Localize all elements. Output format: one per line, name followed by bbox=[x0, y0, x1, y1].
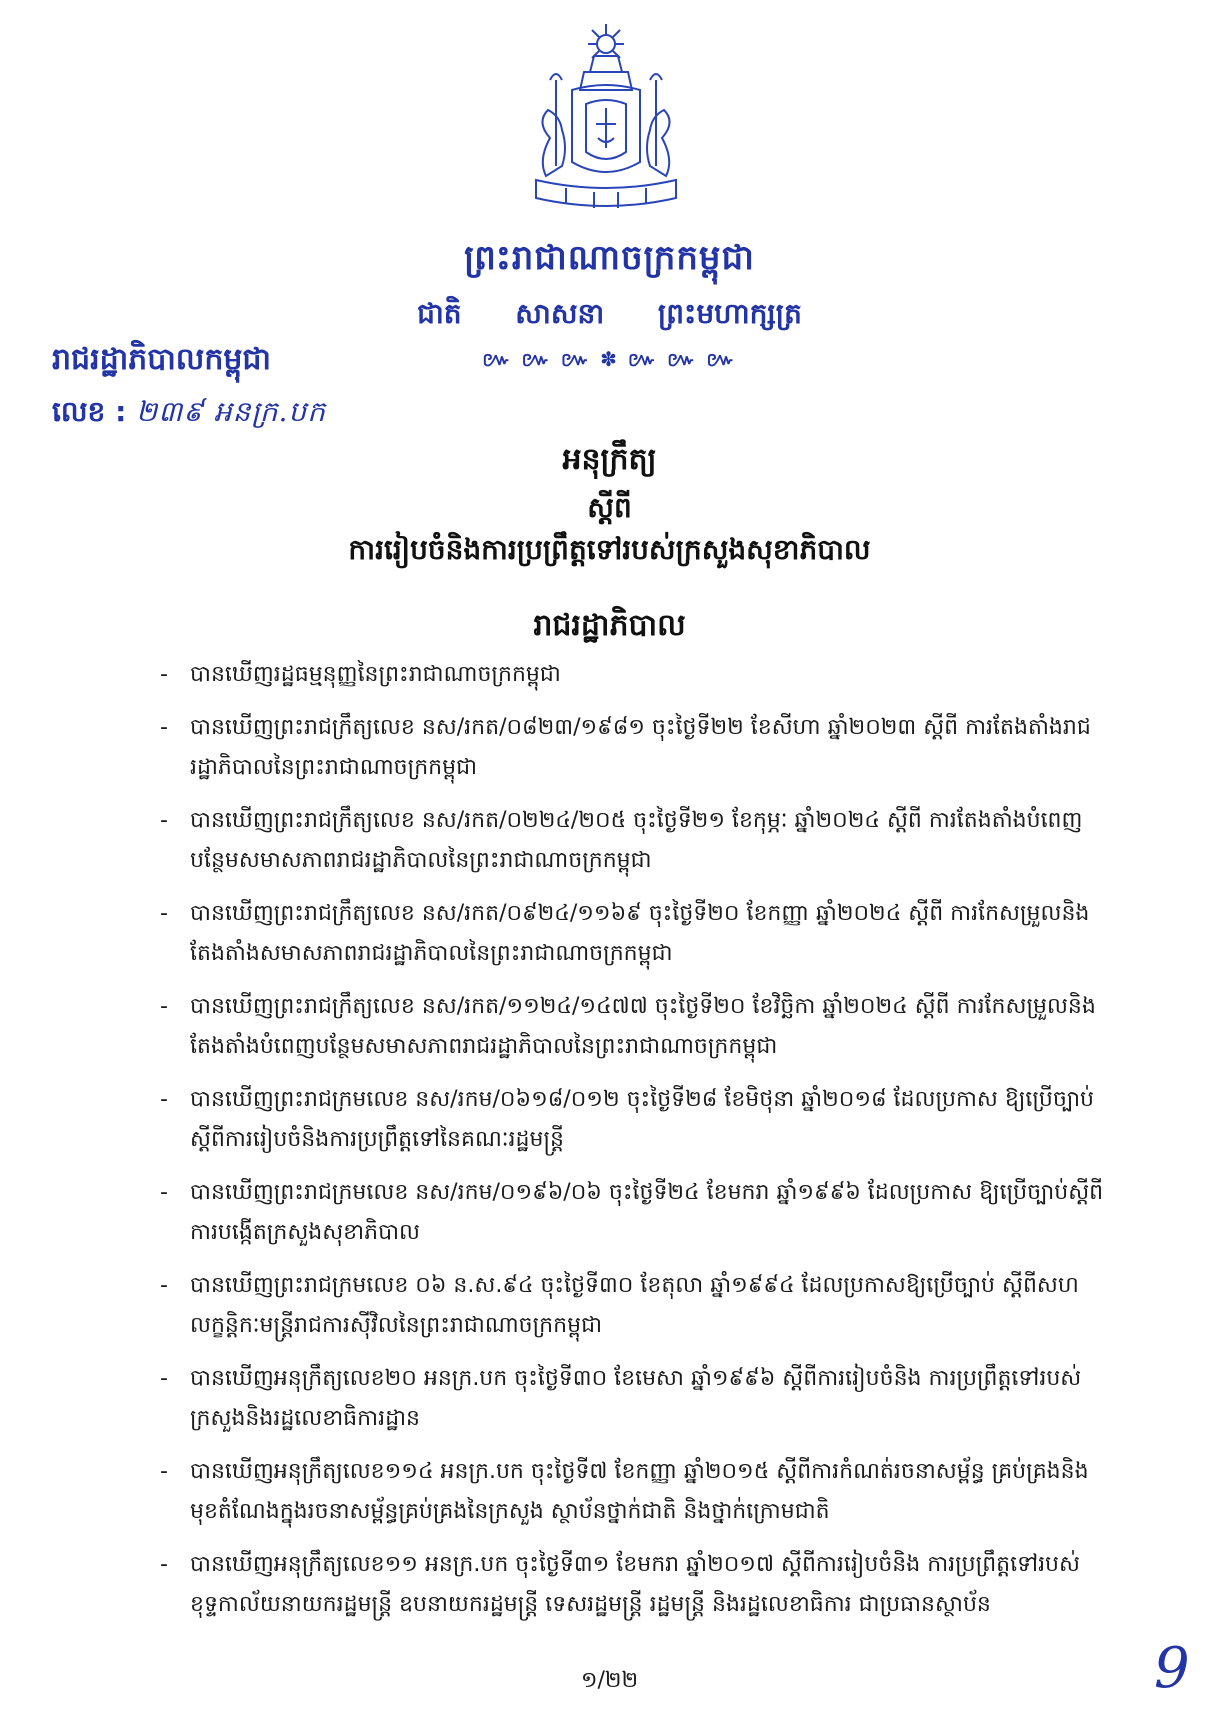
list-item: - បានឃើញរដ្ឋធម្មនុញ្ញនៃព្រះរាជាណាចក្រកម្ពុជា bbox=[160, 655, 1110, 695]
issuer-heading: រាជរដ្ឋាភិបាល bbox=[533, 608, 686, 643]
list-item: - បានឃើញព្រះរាជក្រឹត្យលេខ នស/រកត/០២២៤/២០៥ ចុះថ្ងៃទី២១ ខែកុម្ភៈ ឆ្នាំ២០២៤ ស្តីពី ការតែងតាំងបំពេញបន្ថែមសមាសភាពរាជរដ្ឋាភិបាលនៃព្រះរាជាណាចក្រកម្ពុជា bbox=[160, 801, 1110, 881]
list-item: - បានឃើញព្រះរាជក្រឹត្យលេខ នស/រកត/០៩២៤/១១៦៩ ចុះថ្ងៃទី២០ ខែកញ្ញា ឆ្នាំ២០២៤ ស្តីពី ការកែសម្រួលនិងតែងតាំងសមាសភាពរាជរដ្ឋាភិបាលនៃព្រះរាជាណាចក្រកម្ពុជា bbox=[160, 894, 1110, 974]
national-motto bbox=[0, 296, 1219, 337]
motto-king: ព្រះមហាក្សត្រ bbox=[657, 297, 802, 330]
document-type: អនុក្រឹត្យ bbox=[562, 442, 657, 477]
government-name: រាជរដ្ឋាភិបាលកម្ពុជា bbox=[52, 342, 271, 377]
list-item: - បានឃើញអនុក្រឹត្យលេខ២០ អនក្រ.បក ចុះថ្ងៃទី៣០ ខែមេសា ឆ្នាំ១៩៩៦ ស្តីពីការរៀបចំនិង ការប្រព្រឹត្តទៅរបស់ក្រសួងនិងរដ្ឋលេខាធិការដ្ឋាន bbox=[160, 1359, 1110, 1439]
legal-references-list bbox=[160, 655, 1110, 1638]
list-item: - បានឃើញព្រះរាជក្រមលេខ នស/រកម/០១៩៦/០៦ ចុះថ្ងៃទី២៤ ខែមករា ឆ្នាំ១៩៩៦ ដែលប្រកាស ឱ្យប្រើច្បាប់ស្តីពីការបង្កើតក្រសួងសុខាភិបាល bbox=[160, 1173, 1110, 1253]
document-about: ស្តីពី bbox=[587, 491, 632, 524]
list-item: - បានឃើញអនុក្រឹត្យលេខ១១៤ អនក្រ.បក ចុះថ្ងៃទី៧ ខែកញ្ញា ឆ្នាំ២០១៥ ស្តីពីការកំណត់រចនាសម្ព័ន្ធ គ្រប់គ្រងនិងមុខតំណែងក្នុងរចនាសម្ព័ន្ធគ្រប់គ្រងនៃក្រសួង ស្ថាប័នថ្នាក់ជាតិ និងថ្នាក់ក្រោមជាតិ bbox=[160, 1452, 1110, 1532]
list-item: - បានឃើញព្រះរាជក្រឹត្យលេខ នស/រកត/០៨២៣/១៩៨១ ចុះថ្ងៃទី២២ ខែសីហា ឆ្នាំ២០២៣ ស្តីពី ការតែងតាំងរាជរដ្ឋាភិបាលនៃព្រះរាជាណាចក្រកម្ពុជា bbox=[160, 708, 1110, 788]
royal-coat-of-arms-icon bbox=[506, 20, 706, 220]
reference-value: ២៣៩ អនក្រ.បក bbox=[136, 395, 326, 428]
list-item: - បានឃើញព្រះរាជក្រឹត្យលេខ នស/រកត/១១២៤/១៤៧៧ ចុះថ្ងៃទី២០ ខែវិច្ឆិកា ឆ្នាំ២០២៤ ស្តីពី ការកែសម្រួលនិងតែងតាំងបំពេញបន្ថែមសមាសភាពរាជរដ្ឋាភិបាលនៃព្រះរាជាណាចក្រកម្ពុជា bbox=[160, 987, 1110, 1067]
motto-religion: សាសនា bbox=[515, 297, 605, 330]
list-item: - បានឃើញព្រះរាជក្រមលេខ នស/រកម/០៦១៨/០១២ ចុះថ្ងៃទី២៨ ខែមិថុនា ឆ្នាំ២០១៨ ដែលប្រកាស ឱ្យប្រើច្បាប់ស្តីពីការរៀបចំនិងការប្រព្រឹត្តទៅនៃគណៈរដ្ឋមន្ត្រី bbox=[160, 1080, 1110, 1160]
ornamental-divider: ៚ ៚ ៚ ✽ ៚ ៚ ៚ bbox=[482, 347, 737, 371]
list-item: - បានឃើញអនុក្រឹត្យលេខ១១ អនក្រ.បក ចុះថ្ងៃទី៣១ ខែមករា ឆ្នាំ២០១៧ ស្តីពីការរៀបចំនិង ការប្រព្រឹត្តទៅរបស់ខុទ្ទកាល័យនាយករដ្ឋមន្ត្រី ឧបនាយករដ្ឋមន្ត្រី ទេសរដ្ឋមន្ត្រី រដ្ឋមន្ត្រី និងរដ្ឋលេខាធិការ ជាប្រធានស្ថាប័ន bbox=[160, 1545, 1110, 1625]
reference-number bbox=[52, 394, 326, 435]
reference-label: លេខ : bbox=[52, 395, 127, 428]
kingdom-title: ព្រះរាជាណាចក្រកម្ពុជា bbox=[464, 238, 755, 278]
list-item: - បានឃើញព្រះរាជក្រមលេខ ០៦ ន.ស.៩៤ ចុះថ្ងៃទី៣០ ខែតុលា ឆ្នាំ១៩៩៤ ដែលប្រកាសឱ្យប្រើច្បាប់ ស្តីពីសហលក្ខន្តិកៈមន្ត្រីរាជការស៊ីវិលនៃព្រះរាជាណាចក្រកម្ពុជា bbox=[160, 1266, 1110, 1346]
document-subject: ការរៀបចំនិងការប្រព្រឹត្តទៅរបស់ក្រសួងសុខាភិបាល bbox=[348, 533, 871, 566]
page-number: ១/២២ bbox=[580, 1668, 639, 1693]
initial-mark: 9 bbox=[1154, 1636, 1190, 1701]
motto-nation: ជាតិ bbox=[417, 297, 462, 330]
